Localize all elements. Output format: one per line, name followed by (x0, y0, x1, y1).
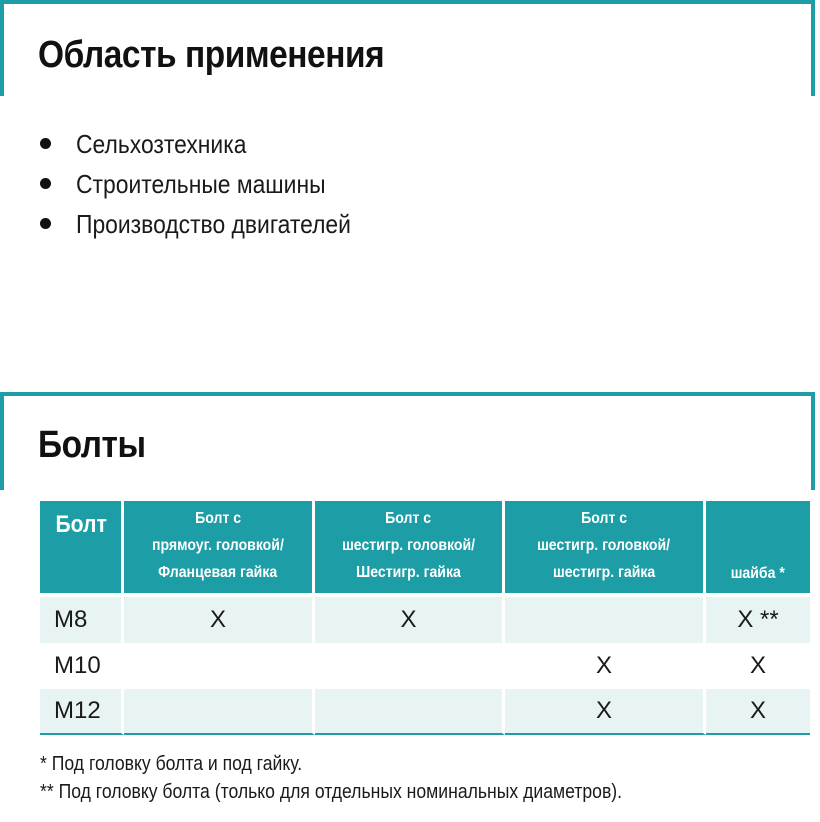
list-item (38, 204, 388, 244)
table-cell: X (749, 652, 766, 679)
column-header-hex-head-bolt-hex-nut: Болт с шестигр. головкой/ Шестигр. гайка (315, 501, 505, 597)
table-cell: X (706, 689, 810, 735)
table-row (40, 597, 810, 643)
table-cell (315, 643, 505, 689)
bullet-icon (40, 138, 51, 149)
column-header-washer: шайба * (706, 501, 810, 597)
table-cell (124, 689, 315, 735)
footnote: ** Под головку болта (только для отдельных номинальных диаметров). (40, 781, 623, 803)
table-cell: M12 (40, 689, 124, 735)
table-cell: X ** (706, 597, 810, 643)
bullet-icon (40, 218, 51, 229)
column-header-hex-head-bolt-hex-nut-2: Болт с шестигр. головкой/ шестигр. гайка (505, 501, 706, 597)
list-item-label: Сельхозтехника (76, 129, 247, 159)
table-cell: X (315, 597, 505, 643)
table-row (40, 643, 810, 689)
list-item-label: Строительные машины (76, 169, 326, 199)
section-title-application: Область применения (38, 34, 385, 76)
table-row (40, 689, 810, 735)
table-cell: M10 (40, 643, 124, 689)
list-item (38, 164, 388, 204)
table-cell: X (505, 643, 706, 689)
list-item-label: Производство двигателей (76, 209, 351, 239)
section-title-bolts: Болты (38, 424, 146, 466)
column-header-rect-head-bolt: Болт с прямоуг. головкой/ Фланцевая гайка (124, 501, 315, 597)
footnotes (40, 750, 701, 806)
table-cell: X (505, 689, 706, 735)
list-item (38, 124, 388, 164)
table-cell: M8 (40, 597, 124, 643)
column-header-bolt: Болт (40, 501, 124, 597)
table-cell (315, 689, 505, 735)
bullet-icon (40, 178, 51, 189)
table-cell: X (124, 597, 315, 643)
table-cell (505, 597, 706, 643)
application-list (38, 124, 388, 244)
table-cell (124, 643, 315, 689)
table-header-row (40, 501, 810, 597)
footnote: * Под головку болта и под гайку. (40, 753, 303, 775)
bolts-table (40, 501, 810, 735)
